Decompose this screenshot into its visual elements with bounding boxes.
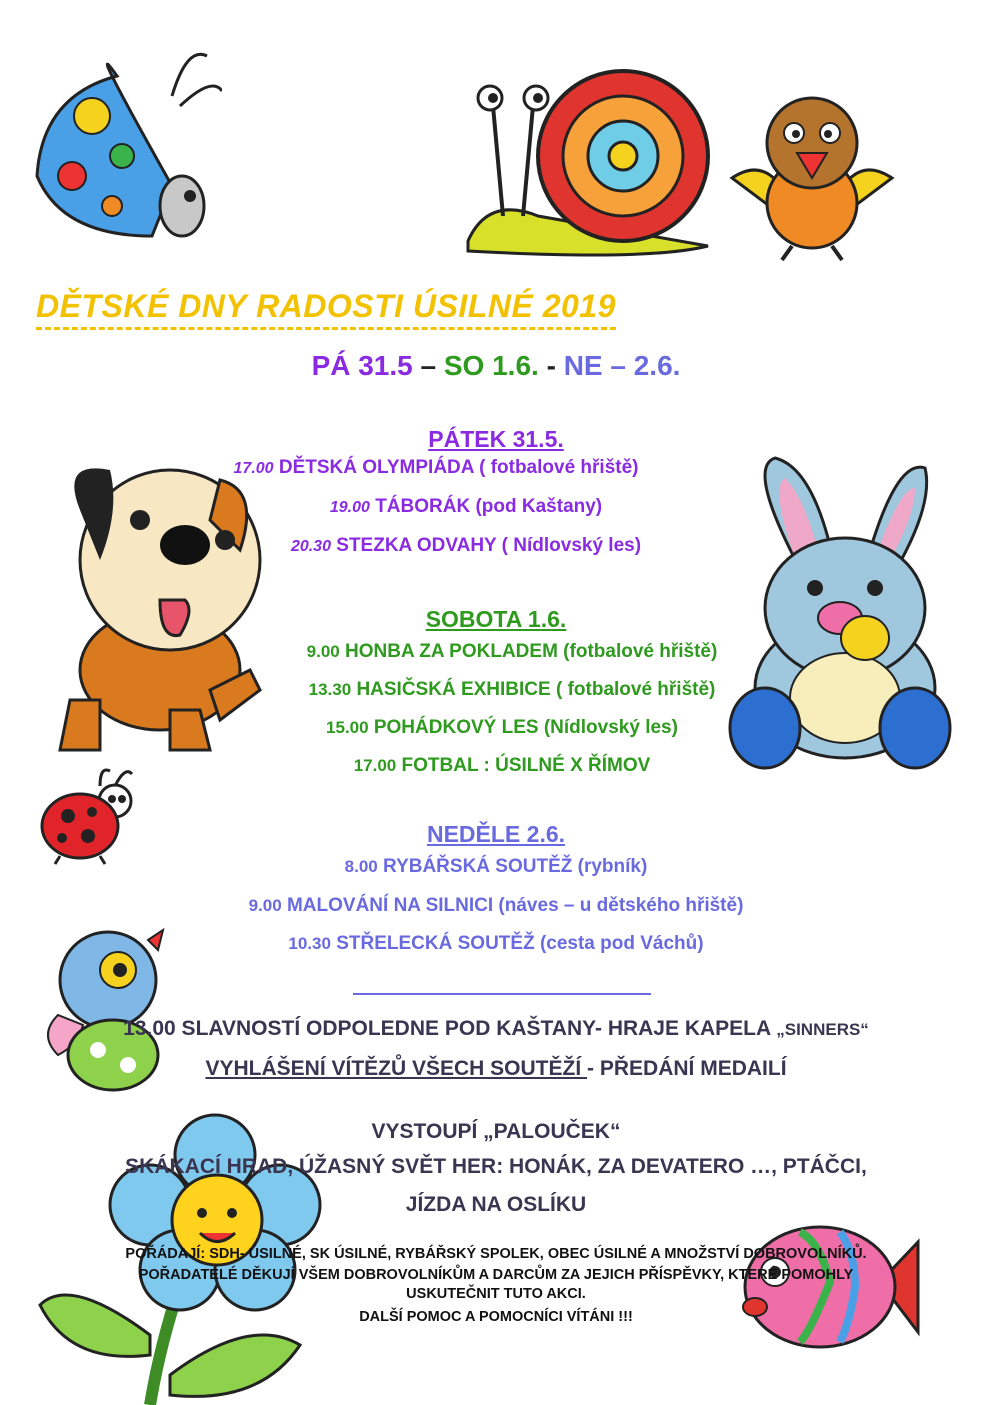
saturday-heading: SOBOTA 1.6.	[425, 606, 567, 632]
thanks-line: POŘADATELÉ DĚKUJÍ VŠEM DOBROVOLNÍKŮM A DARCŮM ZA JEJICH PŘÍSPĚVKY, KTERÉ POMOHLY	[138, 1267, 854, 1283]
event-place: ( Nídlovský les)	[496, 535, 642, 556]
event-time: 9.00	[248, 896, 282, 915]
snail-icon	[448, 46, 728, 266]
event-place: (cesta pod Váchů)	[534, 933, 704, 954]
sunday-event	[0, 895, 992, 917]
event-name: STŘELECKÁ SOUTĚŽ	[336, 933, 535, 954]
date-separator: –	[412, 350, 444, 381]
saturday-event	[6, 755, 992, 777]
event-name: RYBÁŘSKÁ SOUTĚŽ	[383, 856, 573, 877]
organizers-line: POŘÁDAJÍ: SDH- ÚSILNÉ, SK ÚSILNÉ, RYBÁŘSKÝ SPOLEK, OBEC ÚSILNÉ A MNOŽSTVÍ DOBROVOLNÍKŮ.	[125, 1246, 867, 1262]
event-time: 9.00	[306, 642, 340, 661]
event-time: 15.00	[326, 718, 369, 737]
event-time: 10.30	[288, 934, 331, 953]
event-name: TÁBORÁK	[375, 496, 471, 517]
event-name: HONBA ZA POKLADEM	[345, 641, 558, 662]
event-place: ( fotbalové hřiště)	[473, 457, 639, 478]
date-separator: -	[538, 350, 564, 381]
divider	[353, 993, 651, 995]
attractions-line: JÍZDA NA OSLÍKU	[405, 1193, 587, 1216]
awards-line	[0, 1057, 992, 1081]
friday-event	[0, 457, 932, 479]
event-name: STEZKA ODVAHY	[336, 535, 497, 556]
event-place: (pod Kaštany)	[470, 496, 603, 517]
event-name: MALOVÁNÍ NA SILNICI	[286, 895, 494, 916]
event-place: (náves – u dětského hřiště)	[493, 895, 744, 916]
friday-event	[0, 496, 962, 518]
event-time: 17.00	[233, 460, 274, 477]
attractions-line: SKÁKACÍ HRAD, ÚŽASNÝ SVĚT HER: HONÁK, ZA DEVATERO …, PTÁČCI,	[125, 1155, 867, 1178]
event-time: 20.30	[290, 538, 331, 555]
afternoon-line	[0, 1017, 992, 1041]
event-name: DĚTSKÁ OLYMPIÁDA	[278, 457, 474, 478]
event-name: FOTBAL : ÚSILNÉ X ŘÍMOV	[401, 755, 651, 776]
friday-event	[0, 535, 962, 557]
afternoon-text: 13.00 SLAVNOSTÍ ODPOLEDNE POD KAŠTANY- HRAJE KAPELA	[123, 1017, 777, 1040]
event-place: (fotbalové hřiště)	[557, 641, 718, 662]
butterfly-icon	[22, 36, 222, 256]
bird-icon	[722, 88, 902, 268]
date-saturday: SO 1.6.	[443, 350, 539, 381]
band-name: „SINNERS“	[776, 1020, 869, 1039]
event-place: ( fotbalové hřiště)	[550, 679, 716, 700]
saturday-event	[16, 641, 992, 663]
medals-text: - PŘEDÁNÍ MEDAILÍ	[587, 1057, 787, 1080]
event-name: POHÁDKOVÝ LES	[373, 717, 539, 738]
sunday-event	[0, 856, 992, 878]
event-place: (rybník)	[572, 856, 648, 877]
saturday-event	[6, 717, 992, 739]
friday-heading: PÁTEK 31.5.	[428, 426, 564, 452]
event-dates	[0, 350, 992, 382]
saturday-event	[16, 679, 992, 701]
thanks-line: USKUTEČNIT TUTO AKCI.	[406, 1286, 586, 1302]
event-time: 19.00	[329, 499, 370, 516]
performance-line: VYSTOUPÍ „PALOUČEK“	[371, 1120, 621, 1143]
event-place: (Nídlovský les)	[538, 717, 678, 738]
help-welcome-line: DALŠÍ POMOC A POMOCNÍCI VÍTÁNI !!!	[359, 1309, 633, 1325]
date-friday: PÁ 31.5	[311, 350, 413, 381]
event-name: HASIČSKÁ EXHIBICE	[356, 679, 551, 700]
ladybug-icon	[40, 766, 140, 866]
page-title: DĚTSKÉ DNY RADOSTI ÚSILNÉ 2019	[36, 288, 616, 330]
date-sunday: NE – 2.6.	[563, 350, 681, 381]
awards-text: VYHLÁŠENÍ VÍTĚZŮ VŠECH SOUTĚŽÍ	[205, 1057, 588, 1080]
event-time: 17.00	[353, 756, 397, 775]
event-time: 13.30	[308, 680, 352, 699]
sunday-heading: NEDĚLE 2.6.	[426, 821, 566, 847]
event-time: 8.00	[344, 857, 378, 876]
sunday-event	[0, 933, 992, 955]
